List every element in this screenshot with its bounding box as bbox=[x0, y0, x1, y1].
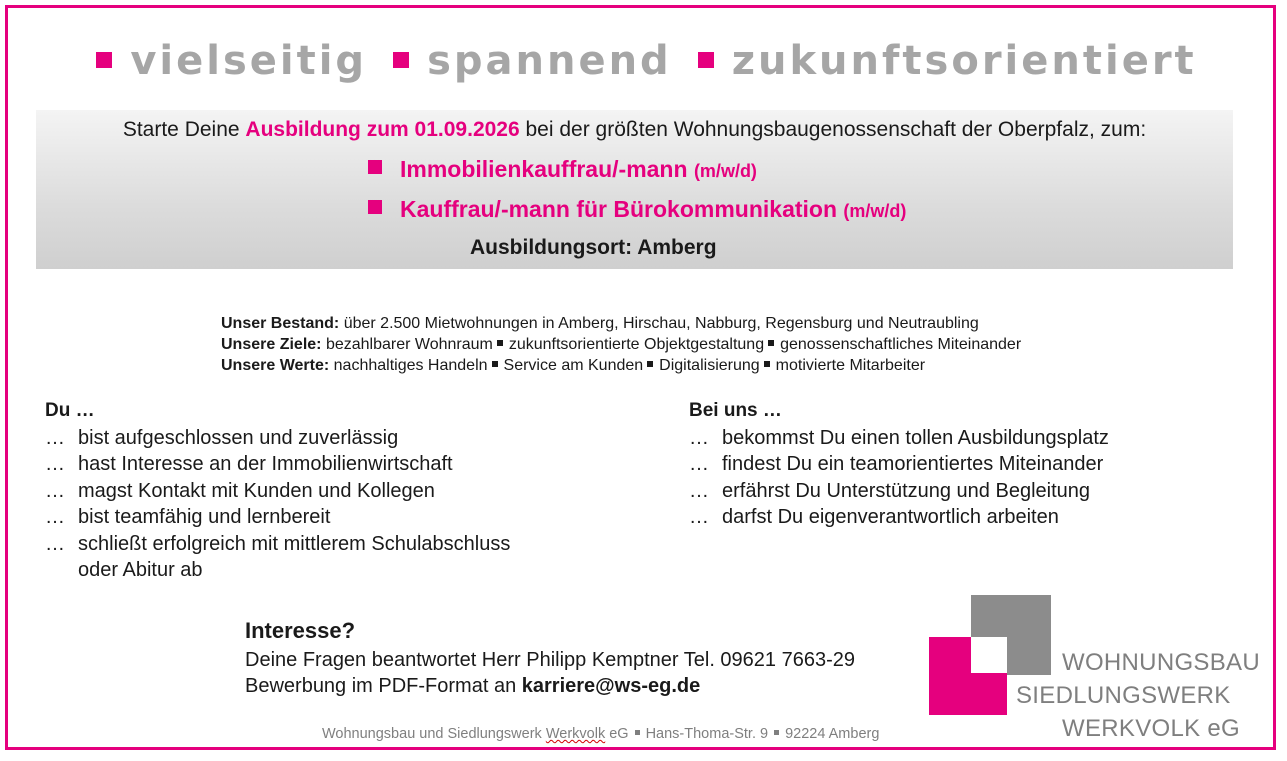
list-item-text: findest Du ein teamorientiertes Miteinander bbox=[722, 453, 1104, 475]
list-item-text: bekommst Du einen tollen Ausbildungsplatz bbox=[722, 426, 1109, 449]
list-item-text: schließt erfolgreich mit mittlerem Schulabschluss bbox=[78, 532, 511, 555]
ellipsis-bullet: … bbox=[45, 426, 65, 449]
footer-address bbox=[322, 726, 879, 742]
facts-label: Unsere Werte: bbox=[221, 357, 330, 374]
list-item bbox=[689, 425, 1109, 452]
square-bullet-icon bbox=[393, 52, 409, 68]
list-item-text: oder Abitur ab bbox=[78, 559, 203, 581]
intro-line bbox=[36, 118, 1233, 142]
square-bullet-icon bbox=[96, 52, 112, 68]
contact-email-pre: Bewerbung im PDF-Format an bbox=[245, 675, 522, 697]
facts-bestand bbox=[221, 313, 1021, 334]
facts-value: nachhaltiges Handeln bbox=[333, 357, 488, 374]
facts-label: Unser Bestand: bbox=[221, 315, 340, 332]
list-item bbox=[45, 425, 510, 452]
square-bullet-icon bbox=[768, 340, 774, 346]
job-title: Immobilienkauffrau/-mann bbox=[400, 156, 688, 182]
facts-value: Service am Kunden bbox=[503, 357, 644, 374]
footer-company-werkvolk: Werkvolk bbox=[545, 726, 606, 742]
square-bullet-icon bbox=[774, 730, 779, 735]
bei-uns-heading: Bei uns … bbox=[689, 400, 782, 421]
job-item-1 bbox=[368, 156, 757, 183]
job-suffix: (m/w/d) bbox=[843, 201, 907, 221]
facts-value: motivierte Mitarbeiter bbox=[775, 357, 926, 374]
square-bullet-icon bbox=[635, 730, 640, 735]
square-bullet-icon bbox=[368, 160, 382, 174]
list-item bbox=[689, 504, 1109, 531]
facts-ziele bbox=[221, 334, 1021, 355]
list-item-text: darfst Du eigenverantwortlich arbeiten bbox=[722, 506, 1059, 528]
list-item-text: bist teamfähig und lernbereit bbox=[78, 506, 331, 528]
list-item-text: hast Interesse an der Immobilienwirtschaft bbox=[78, 453, 453, 475]
facts-value: Digitalisierung bbox=[659, 357, 760, 374]
du-column bbox=[45, 398, 510, 584]
square-bullet-icon bbox=[497, 340, 503, 346]
facts-value: zukunftsorientierte Objektgestaltung bbox=[508, 336, 765, 353]
list-item bbox=[689, 478, 1109, 505]
du-heading: Du … bbox=[45, 400, 95, 421]
square-bullet-icon bbox=[368, 200, 382, 214]
ellipsis-bullet: … bbox=[45, 532, 65, 555]
location: Ausbildungsort: Amberg bbox=[470, 236, 717, 259]
footer-street: Hans-Thoma-Str. 9 bbox=[645, 726, 769, 742]
list-item bbox=[689, 451, 1109, 478]
tagline bbox=[0, 38, 1287, 84]
facts-werte bbox=[221, 355, 1021, 376]
ellipsis-bullet: … bbox=[45, 506, 65, 528]
contact-phone-line: Deine Fragen beantwortet Herr Philipp Kemptner Tel. 09621 7663-29 bbox=[245, 649, 855, 671]
job-suffix: (m/w/d) bbox=[693, 161, 757, 181]
contact-block bbox=[245, 618, 855, 699]
square-bullet-icon bbox=[492, 361, 498, 367]
ellipsis-bullet: … bbox=[689, 479, 709, 502]
list-item bbox=[45, 451, 510, 478]
ellipsis-bullet: … bbox=[45, 479, 65, 502]
square-bullet-icon bbox=[647, 361, 653, 367]
ellipsis-bullet: … bbox=[689, 506, 709, 528]
facts-value: genossenschaftliches Miteinander bbox=[780, 336, 1022, 353]
facts-label: Unsere Ziele: bbox=[221, 336, 322, 353]
footer-company-suffix: eG bbox=[605, 726, 629, 742]
list-item-continuation bbox=[45, 557, 510, 584]
footer-company: Wohnungsbau und Siedlungswerk bbox=[322, 726, 546, 742]
intro-pre: Starte Deine bbox=[122, 118, 246, 141]
facts-text: über 2.500 Mietwohnungen in Amberg, Hirschau, Nabburg, Regensburg und Neutraubling bbox=[339, 315, 979, 332]
list-item-text: erfährst Du Unterstützung und Begleitung bbox=[722, 479, 1090, 502]
list-item-text: magst Kontakt mit Kunden und Kollegen bbox=[78, 479, 435, 502]
ellipsis-bullet: … bbox=[45, 453, 65, 475]
job-item-2 bbox=[368, 196, 906, 223]
email-link[interactable]: karriere@ws-eg.de bbox=[521, 675, 701, 697]
list-item bbox=[45, 478, 510, 505]
list-item bbox=[45, 531, 510, 558]
contact-heading: Interesse? bbox=[245, 618, 356, 643]
intro-post: bei der größten Wohnungsbaugenossenschaft der Oberpfalz, zum: bbox=[519, 118, 1147, 141]
company-facts bbox=[221, 313, 1021, 376]
tagline-word-3: zukunftsorientiert bbox=[731, 38, 1197, 84]
job-title: Kauffrau/-mann für Bürokommunikation bbox=[400, 196, 838, 222]
logo-text-line-3: WERKVOLK eG bbox=[1062, 715, 1241, 742]
bei-uns-column bbox=[689, 398, 1109, 531]
square-bullet-icon bbox=[698, 52, 714, 68]
logo-text-line-2: SIEDLUNGSWERK bbox=[1016, 682, 1231, 709]
tagline-word-2: spannend bbox=[427, 38, 672, 84]
tagline-word-1: vielseitig bbox=[130, 38, 368, 84]
ellipsis-bullet: … bbox=[689, 426, 709, 449]
intro-highlight: Ausbildung zum 01.09.2026 bbox=[245, 118, 520, 141]
square-bullet-icon bbox=[764, 361, 770, 367]
facts-value: bezahlbarer Wohnraum bbox=[325, 336, 493, 353]
logo-white-square bbox=[971, 637, 1007, 673]
ellipsis-bullet: … bbox=[689, 453, 709, 475]
footer-city: 92224 Amberg bbox=[785, 726, 880, 742]
logo-text-line-1: WOHNUNGSBAU bbox=[1062, 649, 1260, 676]
list-item-text: bist aufgeschlossen und zuverlässig bbox=[78, 426, 399, 449]
contact-email-line bbox=[245, 673, 855, 699]
list-item bbox=[45, 504, 510, 531]
